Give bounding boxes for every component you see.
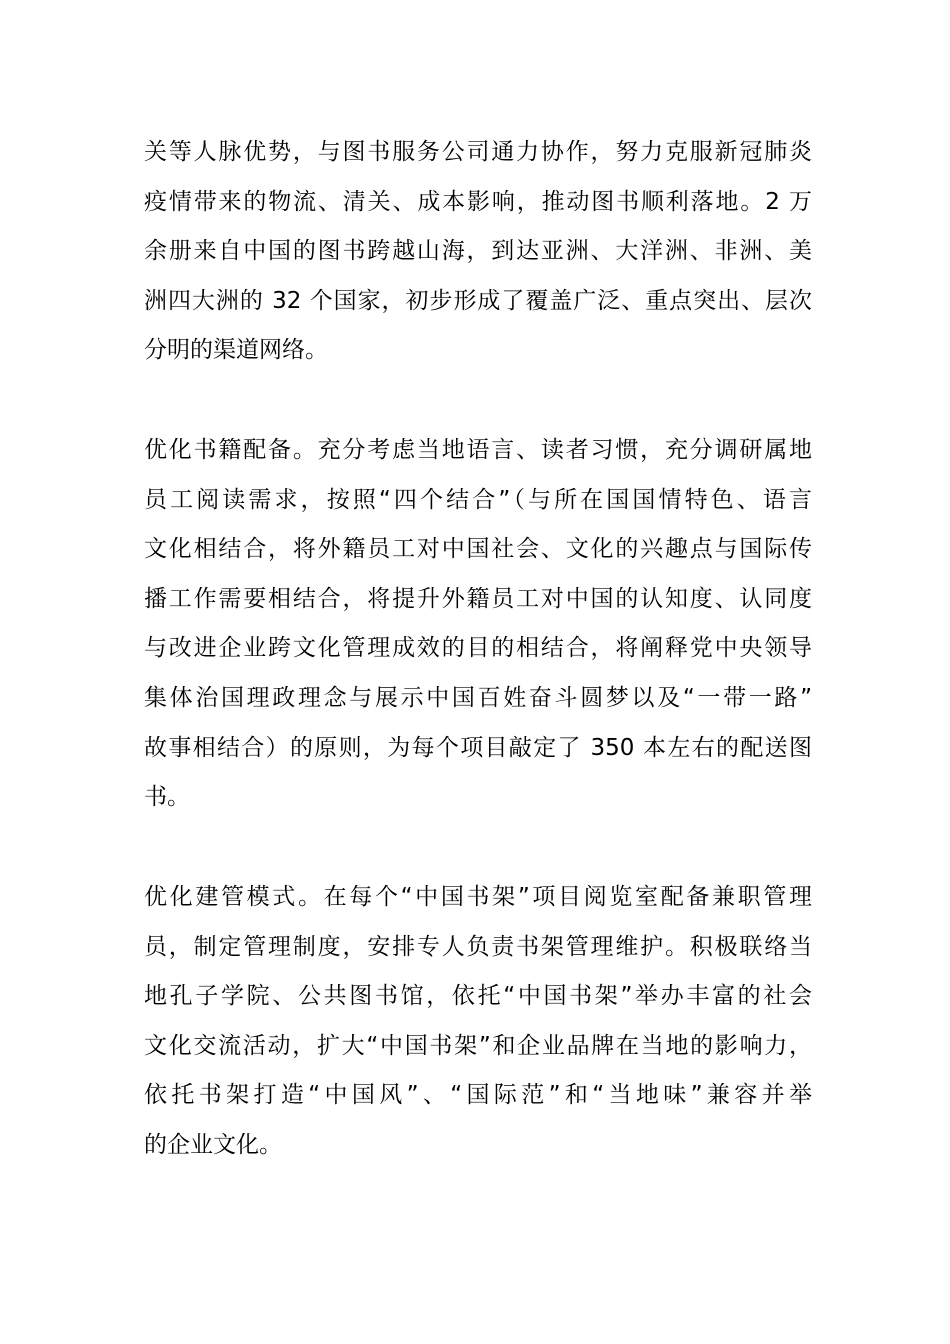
text-line: 员，制定管理制度，安排专人负责书架管理维护。积极联络当: [144, 933, 812, 960]
text-line: 分明的渠道网络。: [144, 337, 328, 364]
text-line: 优化建管模式。在每个“中国书架”项目阅览室配备兼职管理: [144, 884, 812, 910]
text-line: 播工作需要相结合，将提升外籍员工对中国的认知度、认同度: [144, 585, 812, 612]
text-line: 余册来自中国的图书跨越山海，到达亚洲、大洋洲、非洲、美: [144, 238, 812, 265]
text-line: 文化交流活动，扩大“中国书架”和企业品牌在当地的影响力，: [144, 1032, 812, 1059]
text-line: 书。: [144, 784, 190, 811]
text-line: 洲四大洲的 32 个国家，初步形成了覆盖广泛、重点突出、层次: [144, 287, 812, 314]
text-line: 员工阅读需求，按照“四个结合”（与所在国国情特色、语言: [144, 486, 812, 513]
text-line: 地孔子学院、公共图书馆，依托“中国书架”举办丰富的社会: [144, 983, 812, 1010]
text-line: 关等人脉优势，与图书服务公司通力协作，努力克服新冠肺炎: [144, 139, 812, 165]
text-line: 的企业文化。: [144, 1131, 282, 1158]
text-line: 故事相结合）的原则，为每个项目敲定了 350 本左右的配送图: [144, 734, 812, 761]
text-line: 优化书籍配备。充分考虑当地语言、读者习惯，充分调研属地: [144, 437, 812, 463]
text-line: 疫情带来的物流、清关、成本影响，推动图书顺利落地。2 万: [144, 188, 812, 215]
paragraph-logistics: [144, 128, 812, 376]
text-line: 文化相结合，将外籍员工对中国社会、文化的兴趣点与国际传: [144, 536, 812, 563]
paragraph-book-selection: [144, 426, 812, 823]
text-line: 与改进企业跨文化管理成效的目的相结合，将阐释党中央领导: [144, 635, 812, 662]
paragraph-management-model: [144, 873, 812, 1171]
text-line: 依托书架打造“中国风”、“国际范”和“当地味”兼容并举: [144, 1082, 812, 1109]
text-line: 集体治国理政理念与展示中国百姓奋斗圆梦以及“一带一路”: [144, 684, 812, 711]
